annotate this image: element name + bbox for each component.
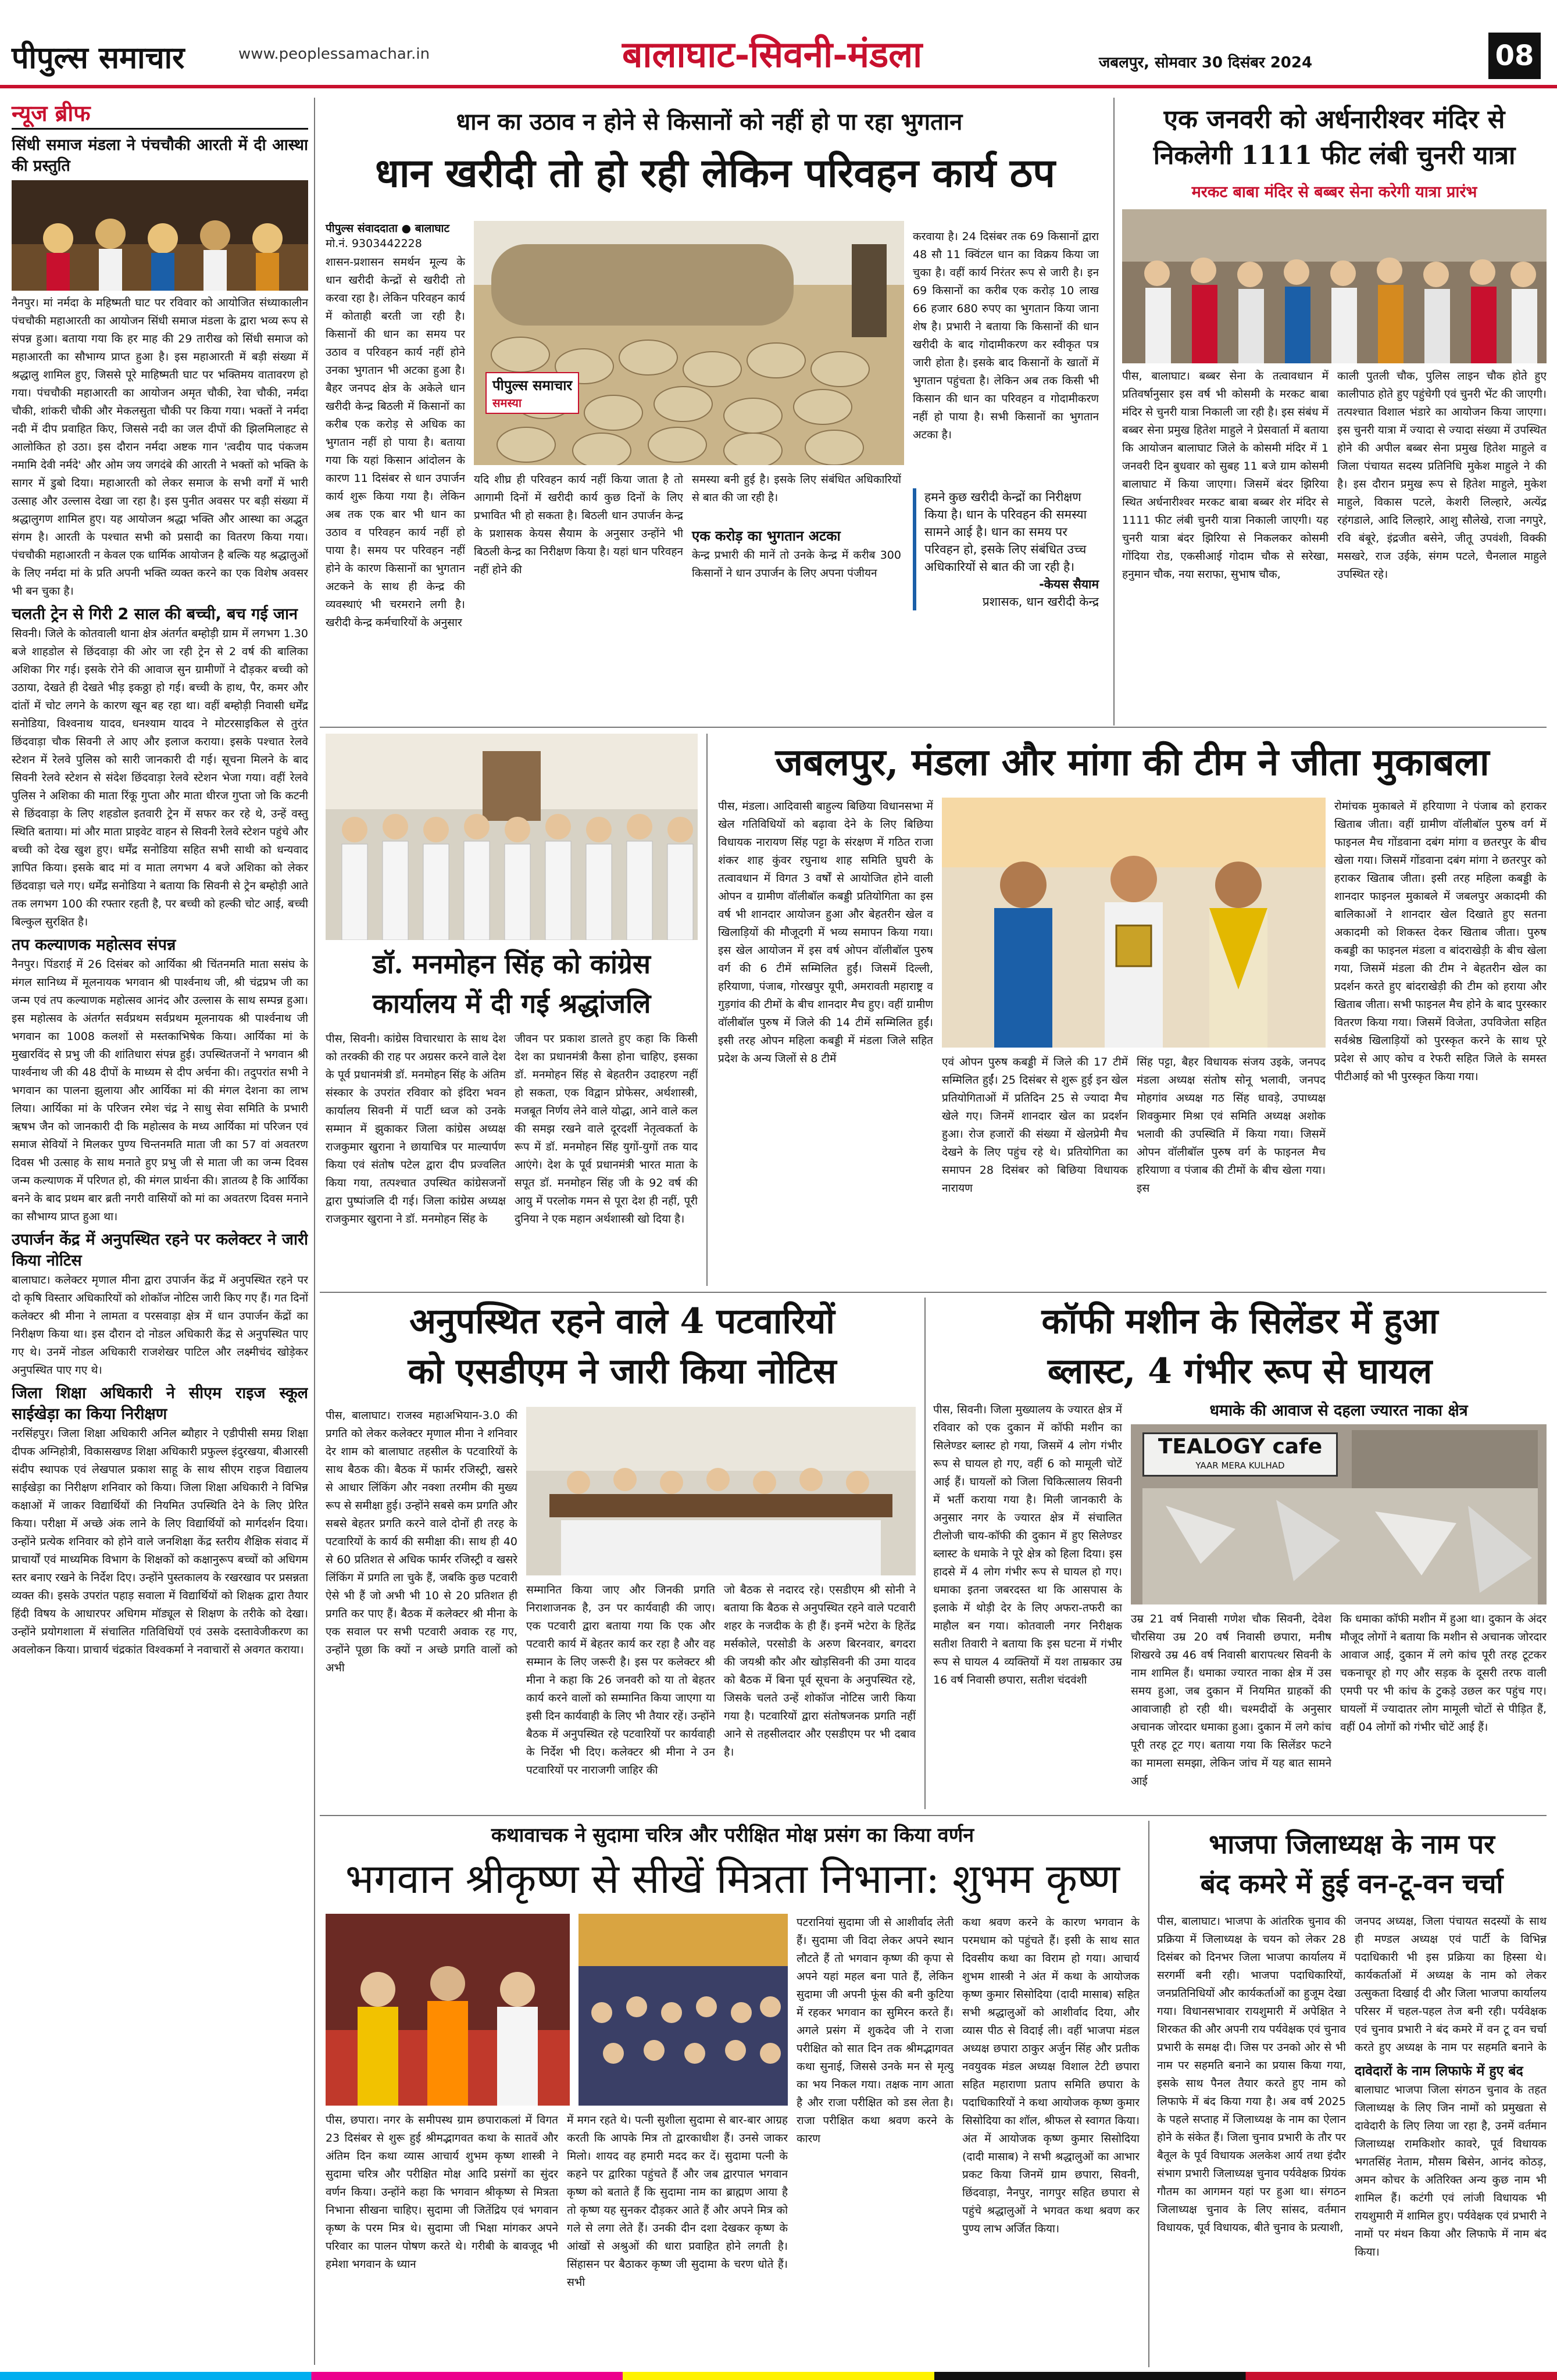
dhan-col-1: शासन-प्रशासन समर्थन मूल्य के धान खरीदी केन्द्रों से खरीदी तो करवा रहा है। लेकिन परिवहन कार्य में कोताही बरती जा रही है। किसानों की धान का समय पर उठाव व परिवहन कार्य नहीं होने उनका भुगतान भी अटका हुआ है। बैहर जनपद क्षेत्र के अकेले धान खरीदी केन्द्र बिठली में किसानों का करीब एक करोड़ से अधिक का भुगतान नहीं हो पाया है। बताया गया कि यहां किसान आंदोलन के कारण 11 दिसंबर से धान उपार्जन कार्य शुरू किया गया है। लेकिन अब तक एक बार भी धान का उठाव व परिवहन कार्य नहीं हो पाया है। समय पर परिवहन नहीं होने के कारण किसानों का भुगतान अटकने के साथ ही केन्द्र की व्यवस्थाएं भी चरमराने लगी है। खरीदी केन्द्र कर्मचारियों के अनुसार	[326, 256, 465, 629]
brief-title: सिंधी समाज मंडला ने पंचचौकी आरती में दी आस्था की प्रस्तुति	[12, 136, 308, 175]
bjp-col-2: जनपद अध्यक्ष, जिला पंचायत सदस्यों के साथ ही मण्डल अध्यक्ष एवं पार्टी के विभिन्न पदाधिकारी भी इस प्रक्रिया का हिस्सा थे। कार्यकर्ताओं में अध्यक्ष के नाम को लेकर उत्सुकता दिखाई दी और जिला भाजपा कार्यालय परिसर में चहल-पहल तेज बनी रही। पर्यवेक्षक एवं चुनाव प्रभारी ने बंद कमरे में वन टू वन चर्चा करते हुए अध्यक्ष के नाम पर सहमति बनाने के	[1355, 1915, 1547, 2054]
section-title: बालाघाट-सिवनी-मंडला	[622, 33, 923, 76]
blast-headline-1: कॉफी मशीन के सिलेंडर में हुआ	[1041, 1301, 1438, 1342]
dhan-subhead: एक करोड़ का भुगतान अटका	[692, 528, 841, 544]
patwari-col-1: पीस, बालाघाट। राजस्व महाअभियान-3.0 की प्रगति को लेकर कलेक्टर मृणाल मीना ने शनिवार देर शाम को बालाघाट तहसील के पटवारियों के साथ बैठक की। बैठक में फार्मर रजिस्ट्री, खसरे से आधार लिंकिंग और नक्शा तरमीम की मुख्य रूप से समीक्षा हुई। उन्होंने सबसे कम प्रगति और सबसे बेहतर प्रगति करने वाले दोनों ही तरह के पटवारियों के कार्य की समीक्षा की। साथ ही 40 से 60 प्रतिशत से अधिक फार्मर रजिस्ट्री व खसरे लिंकिंग में प्रगति ला चुके हैं, जबकि कुछ पटवारी ऐसे भी हैं जो अभी भी 10 से 20 प्रतिशत ही प्रगति कर पाए हैं। बैठक में कलेक्टर श्री मीना के एक सवाल पर सभी पटवारी अवाक रह गए, उन्होंने पूछा कि क्यों न अच्छे प्रगति वालों को अभी	[326, 1409, 517, 1674]
brief-column	[12, 135, 308, 2367]
page-number: 08	[1488, 33, 1541, 79]
section-divider	[320, 1292, 1547, 1293]
dhan-col-3: करवाया है। 24 दिसंबर तक 69 किसानों द्वारा 48 सौ 11 क्विंटल धान का विक्रय किया जा चुका है। वहीं कार्य निरंतर रूप से जारी है। इन 69 किसानों का करीब एक करोड़ 10 लाख 66 हजार 680 रुपए का भुगतान किया जाना शेष है। प्रभारी ने बताया कि किसानों की धान खरीदी के बाद गोदामीकरण कर स्वीकृत पत्र जारी होता है। इसके बाद किसानों के खातों में भुगतान पहुंचता है। लेकिन अब तक किसी भी किसान की धान का परिवहन व गोदामीकरण नहीं हो पाया है। सभी किसानों का भुगतान अटका है।	[913, 230, 1099, 441]
dhan-col-2b: समस्या बनी हुई है। इसके लिए संबंधित अधिकारियों से बात की जा रही है।	[692, 473, 901, 504]
brief-item-4	[12, 1230, 308, 1380]
chunari-col-2: काली पुतली चौक, पुलिस लाइन चौक होते हुए कालीपाठ होते हुए पहुंचेगी एवं चुनरी भेंट की जाएगी। तत्पश्चात विशाल भंडारे का आयोजन किया जाएगा। इस चुनरी यात्रा में ज्यादा से ज्यादा संख्या में उपस्थित होने की अपील बब्बर सेना प्रमुख हितेश माहुले व जिला पंचायत सदस्य प्रतिनिधि मुकेश माहुले ने की है। इस दौरान प्रमुख रूप से हितेश माहुले, मुकेश माहुले, विकास पटले, केशरी लिल्हारे, अत्येंद्र रहंगडाले, आदि लिल्हारे, आशु सौलेखे, राजा नगपुरे, रवि बंबूरे, इंद्रजीत बसेने, जीतू उपवंशी, विक्की मसखरे, राज उईके, संगम पटले, चैनलाल माहुले उपस्थित रहे।	[1337, 370, 1547, 581]
dhan-kicker: धान का उठाव न होने से किसानों को नहीं हो पा रहा भुगतान	[456, 109, 963, 135]
mukabla-col-4: रोमांचक मुकाबले में हरियाणा ने पंजाब को हराकर खिताब जीता। वहीं ग्रामीण वॉलीबॉल पुरुष वर्ग में फाइनल मैच गोंडवाना दबंग मांगा व छतरपुर के बीच खेला गया। जिसमें गोंडवाना दबंग मांगा ने छतरपुर को हराकर खिताब जीता। इसी तरह महिला कबड्डी के शानदार फाइनल मुकाबले में जबलपुर अकादमी की बालिकाओं ने शानदार खेल दिखाते हुए सतना अकादमी को शिकस्त देकर खिताब जीता। पुरुष कबड्डी का फाइनल मंडला व बांदराखेड़ी के बीच खेला गया, जिसमें मंडला की टीम ने बेहतरीन खेल का प्रदर्शन करते हुए बांदराखेड़ी की टीम को हराया और खिताब जीता। सभी फाइनल मैच होने के बाद पुरस्कार वितरण किया गया। जिसमें विजेता, उपविजेता सहित सर्वश्रेष्ठ खिलाड़ियों को पुरस्कृत करने के साथ पूरे प्रदेश से आए कोच व रेफरी सहित जिले के समस्त पीटीआई को भी पुरस्कृत किया गया।	[1334, 800, 1547, 1083]
section-divider	[320, 1815, 1547, 1816]
cafe-sign-text: TEALOGY cafe	[1158, 1435, 1323, 1459]
quote-text: हमने कुछ खरीदी केन्द्रों का निरीक्षण किया है। धान के परिवहन की समस्या सामने आई है। धान का समय पर परिवहन हो, इसके लिए संबंधित उच्च अधिकारियों से बात की जा रही है।	[924, 490, 1087, 574]
manmohan-headline-2: कार्यालय में दी गई श्रद्धांजलि	[372, 988, 651, 1019]
dhan-photo	[474, 221, 904, 465]
krishna-kicker: कथावाचक ने सुदामा चरित्र और परीक्षित मोक्ष प्रसंग का किया वर्णन	[491, 1824, 974, 1847]
brief-rule	[12, 128, 308, 130]
cafe-sign-sub: YAAR MERA KULHAD	[1195, 1460, 1285, 1471]
dateline: जबलपुर, सोमवार 30 दिसंबर 2024	[1099, 54, 1313, 72]
manmohan-headline-1: डॉ. मनमोहन सिंह को कांग्रेस	[373, 948, 651, 980]
column-divider	[706, 734, 708, 1286]
print-color-bar	[0, 2372, 1557, 2380]
brief-photo-aarti	[12, 180, 308, 291]
masthead-rule	[0, 85, 1557, 88]
patwari-headline-2: को एसडीएम ने जारी किया नोटिस	[408, 1351, 837, 1392]
section-divider	[320, 727, 1547, 728]
mukabla-col-1: पीस, मंडला। आदिवासी बाहुल्य बिछिया विधानसभा में खेल गतिविधियों को बढ़ावा देने के लिए बिछिया विधायक नारायण सिंह पट्टा के संरक्षण में गठित राजा शंकर शाह कुंवर रघुनाथ शाह समिति घुघरी के तत्वावधान में विगत 3 वर्षों से आयोजित होने वाली ओपन व ग्रामीण वॉलीबॉल कबड्डी प्रतियोगिता का इस वर्ष भी शानदार आयोजन हुआ और बेहतरीन खेल व खिलाड़ियों की मौजूदगी में भव्य समापन किया गया। इस खेल आयोजन में इस वर्ष ओपन वॉलीबॉल पुरुष वर्ग की 6 टीमें सम्मिलित हुईं। जिसमें दिल्ली, हरियाणा, पंजाब, गोरखपुर यूपी, अमरावती महाराष्ट्र व गुड़गांव की टीमों के बीच शानदार मैच हुए। वहीं ग्रामीण वॉलीबॉल पुरुष में जिले की 14 टीमें सम्मिलित हुईं। इसी तरह ओपन महिला कबड्डी में मंडला जिले सहित प्रदेश के अन्य जिलों से 8 टीमें	[718, 800, 933, 1065]
blast-col-3: कि धमाका कॉफी मशीन में हुआ था। दुकान के अंदर मौजूद लोगों ने बताया कि मशीन से अचानक जोरदार आवाज आई, दुकान में लगे कांच पूरी तरह टूटकर चकनाचूर हो गए और सड़क के दूसरी तरफ वाली एमपी पर भी कांच के टुकड़े उछल कर पहुंच गए। घायलों में ज्यादातर लोग मामूली चोटों से पीड़ित हैं, वहीं 04 लोगों को गंभीर चोटें आई हैं।	[1340, 1613, 1547, 1734]
krishna-col-4: कथा श्रवण करने के कारण भगवान के परमधाम को पहुंचते हैं। इसी के साथ सात दिवसीय कथा का विराम हो गया। आचार्य शुभम शास्त्री ने अंत में कथा के आयोजक कृष्ण कुमार सिसोदिया (दादी मासाब) सहित सभी श्रद्धालुओं को आशीर्वाद दिया, और व्यास पीठ से विदाई ली। वहीं भाजपा मंडल अध्यक्ष छपारा ठाकुर अर्जुन सिंह और प्रतीक नवयुवक मंडल अध्यक्ष विशाल टेटी छपारा सहित महाराणा प्रताप समिति छपारा के पदाधिकारियों ने कथा आयोजक कृष्ण कुमार सिसोदिया का शॉल, श्रीफल से स्वागत किया। अंत में आयोजक कृष्ण कुमार सिसोदिया (दादी मासाब) ने सभी श्रद्धालुओं का आभार प्रकट किया जिनमें ग्राम छपारा, सिवनी, छिंदवाड़ा, नैनपुर, नागपुर सहित छपारा से पहुंचे श्रद्धालुओं ने भगवत कथा श्रवण कर पुण्य लाभ अर्जित किया।	[962, 1916, 1140, 2235]
brief-item-5	[12, 1383, 308, 1659]
quote-author: -केयस सैयाम	[1039, 577, 1099, 591]
chunari-col-1: पीस, बालाघाट। बब्बर सेना के तत्वावधान में प्रतिवर्षानुसार इस वर्ष भी कोसमी के मरकट बाबा मंदिर से चुनरी यात्रा निकाली जा रही है। इस संबंध में बब्बर सेना प्रमुख हितेश माहुले ने प्रेसवार्ता में बताया कि आयोजन बालाघाट जिले के कोसमी मंदिर में 1 जनवरी दिन बुधवार को सुबह 11 बजे ग्राम कोसमी बालाघाट में किया जाएगा। जिसमें बंदर झिरिया स्थित अर्धनारीश्वर मरकट बाबा बब्बर शेर मंदिर से 1111 फीट लंबी चुनरी यात्रा निकाली जाएगी। यह चुनरी यात्रा बंदर झिरिया से निकलकर कोसमी गोंदिया रोड, एकसीआई गोदाम चौक से सरेखा, हनुमान चौक, नया सराफा, सुभाष चौक,	[1122, 370, 1329, 581]
blast-headline-2: ब्लास्ट, 4 गंभीर रूप से घायल	[1047, 1351, 1433, 1392]
brief-item-2	[12, 604, 308, 931]
chunari-photo	[1122, 209, 1547, 363]
chunari-headline-1: एक जनवरी को अर्धनारीश्वर मंदिर से	[1163, 105, 1505, 134]
brief-body: नैनपुर। मां नर्मदा के महिष्मती घाट पर रविवार को आयोजित संध्याकालीन पंचचौकी महाआरती का आयोजन सिंधी समाज मंडला के द्वारा भव्य रूप से संपन्न हुआ। बताया गया कि हर माह की 29 तारीख को सिंधी समाज को महाआरती का सौभाग्य प्राप्त हुआ है। इस महाआरती में बड़ी संख्या में श्रद्धालु शामिल हुए, जिससे पूरे माहिष्मती घाट पर भक्तिमय वातावरण हो गया। पंचचौकी महाआरती का आयोजन अमृत चौकी, रेवा चौकी, नर्मदा चौकी, शांकरी चौकी और मेकलसुता चौकी पर किया गया। भक्तों ने नर्मदा नदी में दीप प्रवाहित किए, जिससे नदी का जल दीपों की झिलमिलाहट से आलोकित हो उठा। इस दौरान नर्मदा अष्टक गान 'त्वदीय पाद पंकजम नमामि देवी नर्मदे' और ओम जय जगदंबे की आरती ने भक्तों को भक्ति के सागर में डुबो दिया। महाआरती को लेकर समाज के सभी वर्गों में भारी उत्साह और उल्लास देखा जा रहा है। इस पुनीत अवसर पर बड़ी संख्या में श्रद्धालुगण शामिल हुए। यह आयोजन श्रद्धा भक्ति और आस्था का अद्भुत संगम है। आरती के पश्चात सभी को प्रसादी का वितरण किया गया। पंचचौकी महाआरती न केवल एक धार्मिक आयोजन है बल्कि यह श्रद्धालुओं के लिए नर्मदा मां के प्रति अपनी भक्ति व्यक्त करने का एक विशेष अवसर भी बन चुका है।	[12, 296, 308, 598]
krishna-col-1: पीस, छपारा। नगर के समीपस्थ ग्राम छपाराकलां में विगत 23 दिसंबर से शुरू हुई श्रीमद्भागवत कथा के सातवें और अंतिम दिन कथा व्यास आचार्य शुभम कृष्ण शास्त्री ने सुदामा चरित्र और परीक्षित मोक्ष आदि प्रसंगों का सुंदर वर्णन किया। उन्होंने कहा कि भगवान श्रीकृष्ण से मित्रता निभाना सीखना चाहिए। सुदामा जी जितेंद्रिय एवं भगवान कृष्ण के परम मित्र थे। सुदामा जी भिक्षा मांगकर अपने परिवार का पालन पोषण करते थे। गरीबी के बावजूद भी हमेशा भगवान के ध्यान	[326, 2114, 558, 2271]
patwari-headline-1: अनुपस्थित रहने वाले 4 पटवारियों	[409, 1301, 835, 1342]
dhan-byline	[326, 221, 465, 251]
photo-tag-logo: पीपुल्स समाचार	[492, 377, 573, 394]
dhan-col-2: यदि शीघ्र ही परिवहन कार्य नहीं किया जाता है तो आगामी दिनों में खरीदी कार्य कुछ दिनों के लिए प्रभावित भी हो सकता है। बिठली धान उपार्जन केन्द्र के प्रशासक केयस सैयाम के अनुसार उन्होंने भी बिठली केन्द्र का निरीक्षण किया है। यहां धान परिवहन नहीं होने की	[474, 473, 683, 576]
dhan-headline: धान खरीदी तो हो रही लेकिन परिवहन कार्य ठप	[375, 150, 1055, 196]
brief-body: नरसिंहपुर। जिला शिक्षा अधिकारी अनिल ब्यौहार ने एडीपीसी समग्र शिक्षा दीपक अग्निहोत्री, विकासखण्ड शिक्षा अधिकारी प्रफुल्ल इंदुरखया, बीआरसी संदीप स्थापक एवं लेखपाल प्रकाश साहू के साथ सीएम राइज विद्यालय साईखेड़ा का निरीक्षण शनिवार को किया। जिला शिक्षा अधिकारी ने विभिन्न कक्षाओं में जाकर विद्यार्थियों की नियमित उपस्थिति देने के लिए प्रेरित किया। परीक्षा में अच्छे अंक लाने के लिए विद्यार्थियों को मार्गदर्शन दिया। उन्होंने प्रत्येक शनिवार को होने वाले जनशिक्षा केंद्र स्तरीय शैक्षिक संवाद में प्राचार्यों एवं माध्यमिक विभाग के शिक्षकों को कक्षानुरूप बच्चों को अधिगम स्तर बनाए रखने के निर्देश दिए। उन्होंने पुस्तकालय के रखरखाव पर प्रसन्नता व्यक्त की। इसके उपरांत पहाड़ सवाला में विद्यार्थियों को शिक्षक द्वारा तैयार हिंदी विषय के आधारपर अधिगम मॉड्यूल से शिक्षण के तरीके को देखा। उन्होंने प्रयोगशाला में संचालित गतिविधियों एवं उसके दस्तावेजीकरण का अवलोकन किया। प्राचार्य चंद्रकांत विश्वकर्मा ने नवाचारों से अवगत कराया।	[12, 1427, 308, 1656]
krishna-headline: भगवान श्रीकृष्ण से सीखें मित्रता निभाना: शुभम कृष्ण	[345, 1855, 1120, 1903]
column-divider	[1113, 98, 1115, 726]
krishna-photo-2	[578, 1914, 788, 2106]
site-url[interactable]: www.peoplessamachar.in	[238, 45, 430, 63]
photo-tag	[485, 372, 579, 414]
bjp-headline-1: भाजपा जिलाध्यक्ष के नाम पर	[1209, 1828, 1495, 1860]
brief-item-1	[12, 135, 308, 601]
chunari-headline-2: निकलेगी 1111 फीट लंबी चुनरी यात्रा	[1153, 141, 1516, 170]
chunari-sub: मरकट बाबा मंदिर से बब्बर सेना करेगी यात्रा प्रारंभ	[1191, 183, 1477, 201]
patwari-photo	[526, 1407, 916, 1575]
brief-title: जिला शिक्षा अधिकारी ने सीएम राइज स्कूल साईखेड़ा का किया निरीक्षण	[12, 1384, 308, 1423]
byline: पीपुल्स संवाददाता ● बालाघाट	[326, 222, 450, 235]
brief-body: सिवनी। जिले के कोतवाली थाना क्षेत्र अंतर्गत बम्होड़ी ग्राम में लगभग 1.30 बजे शाहडोल से छिंदवाड़ा की ओर जा रही ट्रेन से 2 वर्ष की बालिका अशिका गिर गई। इसके रोने की आवाज सुन ग्रामीणों ने दौड़कर बच्ची को उठाया, देखते ही देखते भीड़ इकठ्ठा हो गई। बच्ची के हाथ, पैर, कमर और दांतों में चोट लगने के कारण खून बह रहा था। वहीं बम्होड़ी निवासी धर्मेंद्र सनोडिया, विश्वनाथ यादव, धनश्याम यादव ने मोटरसाइकिल से तुरंत छिंदवाड़ा चौक सिवनी ले आए और इलाज कराया। इसके पश्चात रेलवे स्टेशन में रेलवे पुलिस को सारी जानकारी दी गई। सूचना मिलने के बाद सिवनी रेलवे स्टेशन से संदेश छिंदवाड़ा रेलवे स्टेशन भेजा गया। वहीं रेलवे पुलिस ने अशिका की माता रिंकू गुप्ता और माता धीरज गुप्ता जो कि कटनी से छिंदवाड़ा के लिए शहडोल इतवारी ट्रेन में सफर कर रहे थे, उन्हें वस्तु स्थिति बताया। मां और माता प्राइवेट वाहन से सिवनी रेलवे स्टेशन पहुंचे और बच्ची को देख खुश हुए। धर्मेंद्र सनोडिया सहित सभी साथी को धन्यवाद ज्ञापित किया। इसके बाद मां व माता लगभग 4 बजे अशिका को लेकर छिंदवाड़ा चले गए। धर्मेंद्र सनोडिया ने बताया कि सिवनी से ट्रेन बम्होड़ी आते तक लगभग 100 की रफ्तार रहती है, पर बच्ची को हल्की चोट आई, बच्ची बिल्कुल सुरक्षित है।	[12, 627, 308, 928]
blast-debris	[1131, 1424, 1547, 1604]
brief-body: नैनपुर। पिंडराई में 26 दिसंबर को आर्यिका श्री चिंतनमति माता ससंघ के मंगल सानिध्य में मूलनायक भगवान श्री पार्श्वनाथ जी, श्री चंद्रप्रभ जी का जन्म एवं तप कल्याणक महोत्सव आनंद और उल्लास के साथ सम्पन्न हुआ। इस महोत्सव के अंतर्गत सर्वप्रथम सर्वप्रथम मूलनायक श्री पार्श्वनाथ जी भगवान का 1008 कलशों से मस्तकाभिषेक किया। आर्यिका मां के मुखारविंद से प्रभु जी की शांतिधारा संपन्न हुई। उपस्थितजनों ने भगवान श्री पार्श्वनाथ जी की 48 दीपों के माध्यम से दीप अर्चना की। तदुपरांत सभी ने भगवान का पालना झुलाया और आर्यिका मां की मंगल देशना का लाभ लिया। आर्यिका मां के परिजन रमेश चंद्र ने साधु सेवा समिति के प्रभारी ऋषभ जैन को जानकारी दी कि महोत्सव के मध्य आर्यिका मां परिजन एवं समाज सेवियों ने मिलकर पुण्य चिन्तनमति माता जी का 57 वां अवतरण दिवस भी उत्साह के साथ मनाते हुए प्रभु जी से माता जी का जन्म दिवस जन्म कल्याणक में परिणत हो, की मंगल प्रार्थना की। ज्ञातव्य है कि आर्यिका बनने के बाद प्रथम बार ब्रती नगरी वासियों को मां का अवतरण दिवस मनाने का सौभाग्य प्राप्त हुआ था।	[12, 958, 308, 1223]
brief-title: चलती ट्रेन से गिरी 2 साल की बच्ची, बच गई जान	[12, 605, 298, 623]
mukabla-headline: जबलपुर, मंडला और मांगा की टीम ने जीता मुकाबला	[775, 741, 1490, 784]
manmohan-photo	[326, 734, 698, 940]
logo: पीपुल्स समाचार	[12, 40, 185, 76]
mukabla-col-3: सिंह पट्टा, बैहर विधायक संजय उइके, जनपद मंडला अध्यक्ष संतोष सोनू भलावी, जनपद मोहगांव अध्यक्ष गठ सिंह धावड़े, उपाध्यक्ष शिवकुमार मिश्रा एवं समिति अध्यक्ष अशोक भलावी की उपस्थिति में किया गया। जिसमें ओपन वॉलीबॉल पुरुष वर्ग के फाइनल मैच हरियाणा व पंजाब की टीमों के बीच खेला गया। इस	[1137, 1056, 1326, 1195]
patwari-col-2: सम्मानित किया जाए और जिनकी प्रगति निराशाजनक है, उन पर कार्यवाही की जाए। एक पटवारी द्वारा बताया गया कि एक और पटवारी कार्य में बेहतर कार्य कर रहा है और वह सम्मान के लिए जरूरी है। इस पर कलेक्टर श्री मीना ने कहा कि 26 जनवरी को या तो बेहतर कार्य करने वालों को सम्मानित किया जाएगा या इसी दिन कार्यवाही के लिए भी तैयार रहें। उन्होंने बैठक में अनुपस्थित रहे पटवारियों पर कार्यवाही के निर्देश भी दिए। कलेक्टर श्री मीना ने उन पटवारियों पर नाराजगी जाहिर की	[526, 1584, 715, 1777]
blast-photo	[1131, 1424, 1547, 1604]
bjp-headline-2: बंद कमरे में हुई वन-टू-वन चर्चा	[1200, 1868, 1504, 1899]
mukabla-col-2: एवं ओपन पुरुष कबड्डी में जिले की 17 टीमें सम्मिलित हुईं। 25 दिसंबर से शुरू हुई इन खेल प्रतियोगिताओं में प्रतिदिन 25 से ज्यादा मैच खेले गए। जिनमें शानदार खेल का प्रदर्शन हुआ। रोज हजारों की संख्या में खेलप्रेमी मैच देखने के लिए पहुंच रहे थे। प्रतियोगिता का समापन 28 दिसंबर को बिछिया विधायक नारायण	[942, 1056, 1128, 1195]
brief-title: तप कल्याणक महोत्सव संपन्न	[12, 936, 176, 954]
krishna-col-2: में मगन रहते थे। पत्नी सुशीला सुदामा से बार-बार आग्रह करती कि आपके मित्र तो द्वारकाधीश हैं। उनसे जाकर मिलो। शायद वह हमारी मदद कर दें। सुदामा पत्नी के कहने पर द्वारिका पहुंचते हैं और जब द्वारपाल भगवान कृष्ण को बताते हैं कि सुदामा नाम का ब्राह्मण आया है तो कृष्ण यह सुनकर दौड़कर आते हैं और अपने मित्र को गले से लगा लेते हैं। उनकी दीन दशा देखकर कृष्ण के आंखों से अश्रुओं की धारा प्रवाहित होने लगती है। सिंहासन पर बैठाकर कृष्ण जी सुदामा के चरण धोते हैं। सभी	[567, 2114, 788, 2289]
mukabla-photo	[942, 798, 1326, 1048]
krishna-photo-1	[326, 1914, 570, 2106]
blast-col-2: उम्र 21 वर्ष निवासी गणेश चौक सिवनी, देवेश चौरसिया उम्र 20 वर्ष निवासी छपारा, मनीष शिखरवे उम्र 46 वर्ष निवासी बारापत्थर सिवनी के नाम शामिल हैं। धमाका ज्यारत नाका क्षेत्र में उस समय हुआ, जब दुकान में नियमित ग्राहकों की आवाजाही हो रही थी। चश्मदीदों के अनुसार अचानक जोरदार धमाका हुआ। दुकान में लगे कांच पूरी तरह टूट गए। बताया गया कि सिलेंडर फटने का मामला समझा, लेकिन जांच में यह बात सामने आई	[1131, 1613, 1331, 1788]
photo-tag-sub: समस्या	[492, 396, 522, 410]
manmohan-col-2: जीवन पर प्रकाश डालते हुए कहा कि किसी देश का प्रधानमंत्री कैसा होना चाहिए, इसका डॉ. मनमोहन सिंह से बेहतरीन उदाहरण नहीं हो सकता, एक विद्वान प्रोफेसर, अर्थशास्त्री, मजबूत निर्णय लेने वाले योद्धा, आने वाले कल की समझ रखने वाले दूरदर्शी नेतृत्वकर्ता के रूप में डॉ. मनमोहन सिंह युगों-युगों तक याद आएंगे। देश के पूर्व प्रधानमंत्री भारत माता के सपूत डॉ. मनमोहन सिंह जी के 92 वर्ष की आयु में परलोक गमन से पूरा देश ही नहीं, पूरी दुनिया ने एक महान अर्थशास्त्री खो दिया है।	[515, 1032, 698, 1225]
column-divider	[314, 98, 315, 2365]
bjp-col-1: पीस, बालाघाट। भाजपा के आंतरिक चुनाव की प्रक्रिया में जिलाध्यक्ष के चयन को लेकर 28 दिसंबर को दिनभर जिला भाजपा कार्यालय में सरगर्मी बनी रही। भाजपा पदाधिकारियों, जनप्रतिनिधियों और कार्यकर्ताओं का हुजूम देखा गया। विधानसभावार रायशुमारी में अपेक्षित ने शिरकत की और अपनी राय पर्यवेक्षक एवं चुनाव प्रभारी के समक्ष दी। जिस पर उनको ओर से भी नाम पर सहमति बनाने का प्रयास किया गया, इसके साथ पैनल तैयार करते हुए नाम को लिफाफे में बंद किया गया है। अब वर्ष 2025 के पहले सप्ताह में जिलाध्यक्ष के नाम का ऐलान होने के संकेत हैं। जिला चुनाव प्रभारी के तौर पर बैतूल के पूर्व विधायक अलकेश आर्य तथा इंदौर संभाग प्रभारी जिलाध्यक्ष चुनाव पर्यवेक्षक प्रियंक गौतम का आगमन यहां पर हुआ था। संगठन जिलाध्यक्ष चुनाव के लिए सांसद, वर्तमान विधायक, पूर्व विधायक, बीते चुनाव के प्रत्याशी,	[1157, 1915, 1346, 2234]
quote-role: प्रशासक, धान खरीदी केन्द्र	[982, 595, 1099, 609]
manmohan-col-1: पीस, सिवनी। कांग्रेस विचारधारा के साथ देश को तरक्की की राह पर अग्रसर करने वाले देश के पूर्व प्रधानमंत्री डॉ. मनमोहन सिंह के अंतिम संस्कार के उपरांत रविवार को इंदिरा भवन कार्यालय सिवनी में पार्टी ध्वज को उनके सम्मान में झुकाकर जिला कांग्रेस अध्यक्ष राजकुमार खुराना ने छायाचित्र पर माल्यार्पण किया एवं संतोष पटेल द्वारा दीप प्रज्वलित किया गया, तत्पश्चात उपस्थित कांग्रेसजनों द्वारा पुष्पांजलि दी गई। जिला कांग्रेस अध्यक्ष राजकुमार खुराना ने डॉ. मनमोहन सिंह के	[326, 1032, 506, 1225]
brief-title: उपार्जन केंद्र में अनुपस्थित रहने पर कलेक्टर ने जारी किया नोटिस	[12, 1231, 308, 1270]
krishna-col-3: पटरानियां सुदामा जी से आशीर्वाद लेती हैं। सुदामा जी विदा लेकर अपने स्थान लौटते हैं तो भगवान कृष्ण की कृपा से अपने यहां महल बना पाते हैं, लेकिन सुदामा जी अपनी फूंस की बनी कुटिया में रहकर भगवान का सुमिरन करते हैं। अगले प्रसंग में शुकदेव जी ने राजा परीक्षित को सात दिन तक श्रीमद्भागवत कथा सुनाई, जिससे उनके मन से मृत्यु का भय निकल गया। तक्षक नाग आता है और राजा परीक्षित को डस लेता है। राजा परीक्षित कथा श्रवण करने के कारण	[797, 1916, 954, 2145]
mobile-number: मो.नं. 9303442228	[326, 237, 422, 250]
brief-body: बालाघाट। कलेक्टर मृणाल मीना द्वारा उपार्जन केंद्र में अनुपस्थित रहने पर दो कृषि विस्तार अधिकारियों को शोकॉज नोटिस जारी किए गए हैं। गत दिनों कलेक्टर श्री मीना ने लामता व परसवाड़ा क्षेत्र में धान उपार्जन केंद्रों का निरीक्षण किया था। इस दौरान दो नोडल अधिकारी केंद्र से अनुपस्थित पाए गए थे। उनमें नोडल अधिकारी राजशेखर पाटिल और लक्ष्मीचंद खोड़ेकर अनुपस्थित पाए गए थे।	[12, 1274, 308, 1377]
blast-col-1: पीस, सिवनी। जिला मुख्यालय के ज्यारत क्षेत्र में रविवार को एक दुकान में कॉफी मशीन का सिलेण्डर ब्लास्ट हो गया, जिसमें 4 लोग गंभीर रूप से घायल हो गए, वहीं 6 को मामूली चोटें आई हैं। घायलों को जिला चिकित्सालय सिवनी में भर्ती कराया गया है। मिली जानकारी के अनुसार नगर के ज्यारत क्षेत्र में संचालित टीलोजी चाय-कॉफी की दुकान में हुए सिलेण्डर ब्लास्ट के धमाके ने पूरे क्षेत्र को हिला दिया। इस हादसे में 4 लोग गंभीर रूप से घायल हो गए। धमाका इतना जबरदस्त था कि आसपास के इलाके में थोड़ी देर के लिए अफरा-तफरी का माहौल बन गया। कोतवाली नगर निरीक्षक सतीश तिवारी ने बताया कि इस घटना में गंभीर रूप से घायल 4 व्यक्तियों में यश ताम्रकार उम्र 16 वर्ष निवासी छपारा, सतीश चंदवंशी	[933, 1403, 1122, 1686]
dhan-col-2c: केन्द्र प्रभारी की मानें तो उनके केन्द्र में करीब 300 किसानों ने धान उपार्जन के लिए अपना पंजीयन	[692, 549, 901, 580]
brief-item-3	[12, 935, 308, 1226]
column-divider	[924, 1298, 926, 1809]
bjp-col-2b: बालाघाट भाजपा जिला संगठन चुनाव के तहत जिलाध्यक्ष के लिए जिन नामों को प्रमुखता से दावेदारी के लिए लिया जा रहा है, उनमें वर्तमान जिलाध्यक्ष रामकिशोर कावरे, पूर्व विधायक भगतसिंह नेताम, मौसम बिसेन, आनंद कोठड़, अमन कोचर के अतिरिक्त अन्य कुछ नाम भी शामिल हैं। कटंगी एवं लांजी विधायक भी रायशुमारी में शामिल हुए। पर्यवेक्षक एवं प्रभारी ने नामों पर मंथन किया और लिफाफे में नाम बंद किया।	[1355, 2084, 1547, 2259]
bjp-subhead: दावेदारों के नाम लिफाफे में हुए बंद	[1355, 2064, 1523, 2079]
news-brief-label: न्यूज ब्रीफ	[12, 101, 91, 126]
patwari-col-3: जो बैठक से नदारद रहे। एसडीएम श्री सोनी ने बताया कि बैठक से अनुपस्थित रहने वाले पटवारी शहर के नजदीक के ही हैं। इनमें भटेरा के हितेंद्र मर्सकोले, परसोडी के अरुण बिरनवार, बगदरा की जयश्री कौर और खोड़सिवनी की उमा यादव को बैठक में बिना पूर्व सूचना के अनुपस्थित रहे, जिसके चलते उन्हें शोकॉज नोटिस जारी किया गया है। पटवारियों द्वारा संतोषजनक प्रगति नहीं आने से तहसीलदार और एसडीएम पर भी दबाव है।	[724, 1584, 916, 1759]
dhan-quote	[913, 488, 1099, 610]
blast-sub: धमाके की आवाज से दहला ज्यारत नाका क्षेत्र	[1209, 1402, 1468, 1420]
column-divider	[1148, 1821, 1149, 2367]
